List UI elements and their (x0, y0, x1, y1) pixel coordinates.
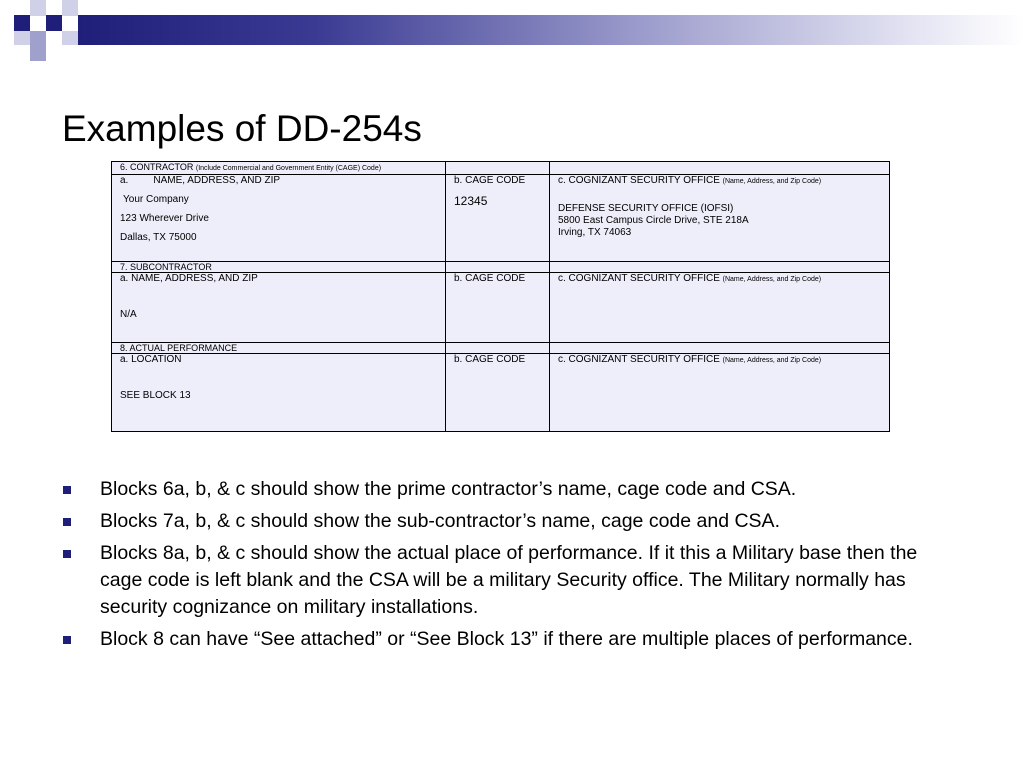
bullet-item: Blocks 7a, b, & c should show the sub-contractor’s name, cage code and CSA. (62, 508, 962, 535)
block6-a-cell: a. NAME, ADDRESS, AND ZIP Your Company 123 Wherever Drive Dallas, TX 75000 (112, 175, 446, 262)
block7-row (112, 273, 890, 343)
header-square (14, 15, 30, 31)
block6-c-cell: c. COGNIZANT SECURITY OFFICE (Name, Address, and Zip Code) DEFENSE SECURITY OFFICE (IOFSI) 5800 East Campus Circle Drive, STE 218A Irving, TX 74063 (550, 175, 890, 262)
header-square (62, 0, 78, 16)
block7-header-row (112, 262, 890, 273)
block7-b-cell: b. CAGE CODE (446, 273, 550, 343)
block8-a-cell: a. LOCATION SEE BLOCK 13 (112, 354, 446, 432)
bullet-square-icon (63, 518, 71, 526)
header-square (30, 47, 46, 61)
header-square (30, 31, 46, 47)
block7-c-cell: c. COGNIZANT SECURITY OFFICE (Name, Address, and Zip Code) (550, 273, 890, 343)
bullet-item: Blocks 6a, b, & c should show the prime contractor’s name, cage code and CSA. (62, 476, 962, 503)
block6-header-row (112, 162, 890, 175)
block8-header-row (112, 343, 890, 354)
block7-a-cell: a. NAME, ADDRESS, AND ZIP N/A (112, 273, 446, 343)
bullet-item: Block 8 can have “See attached” or “See Block 13” if there are multiple places of performance. (62, 626, 962, 653)
bullet-square-icon (63, 486, 71, 494)
block6-row (112, 175, 890, 262)
contractor-cage-code: 12345 (454, 194, 488, 208)
cso-street: 5800 East Campus Circle Drive, STE 218A (558, 215, 749, 226)
slide-title: Examples of DD-254s (62, 108, 422, 149)
cso-office: DEFENSE SECURITY OFFICE (IOFSI) (558, 203, 734, 214)
block8-row (112, 354, 890, 432)
header-square (30, 0, 46, 16)
bullet-square-icon (63, 550, 71, 558)
performance-location-value: SEE BLOCK 13 (120, 390, 191, 401)
contractor-city: Dallas, TX 75000 (120, 232, 197, 243)
bullet-square-icon (63, 636, 71, 644)
header-square (46, 15, 62, 31)
subcontractor-value: N/A (120, 309, 137, 320)
header-square (14, 31, 30, 45)
header-gradient-bar (78, 15, 1024, 45)
block8-c-cell: c. COGNIZANT SECURITY OFFICE (Name, Address, and Zip Code) (550, 354, 890, 432)
bullet-item: Blocks 8a, b, & c should show the actual place of performance. If it this a Military base then the cage code is left blank and the CSA will be a military Security office. The Military normally has security cognizance on military installations. (62, 540, 962, 621)
header-square (62, 31, 78, 45)
block8-b-cell: b. CAGE CODE (446, 354, 550, 432)
cso-city: Irving, TX 74063 (558, 227, 632, 238)
contractor-name: Your Company (123, 194, 189, 205)
bullet-list (62, 476, 962, 658)
dd254-form-table (111, 161, 890, 432)
block8-header: 8. ACTUAL PERFORMANCE (112, 343, 446, 354)
block6-header: 6. CONTRACTOR (Include Commercial and Government Entity (CAGE) Code) (112, 162, 446, 175)
block6-b-cell: b. CAGE CODE 12345 (446, 175, 550, 262)
block7-header: 7. SUBCONTRACTOR (112, 262, 446, 273)
contractor-street: 123 Wherever Drive (120, 213, 209, 224)
